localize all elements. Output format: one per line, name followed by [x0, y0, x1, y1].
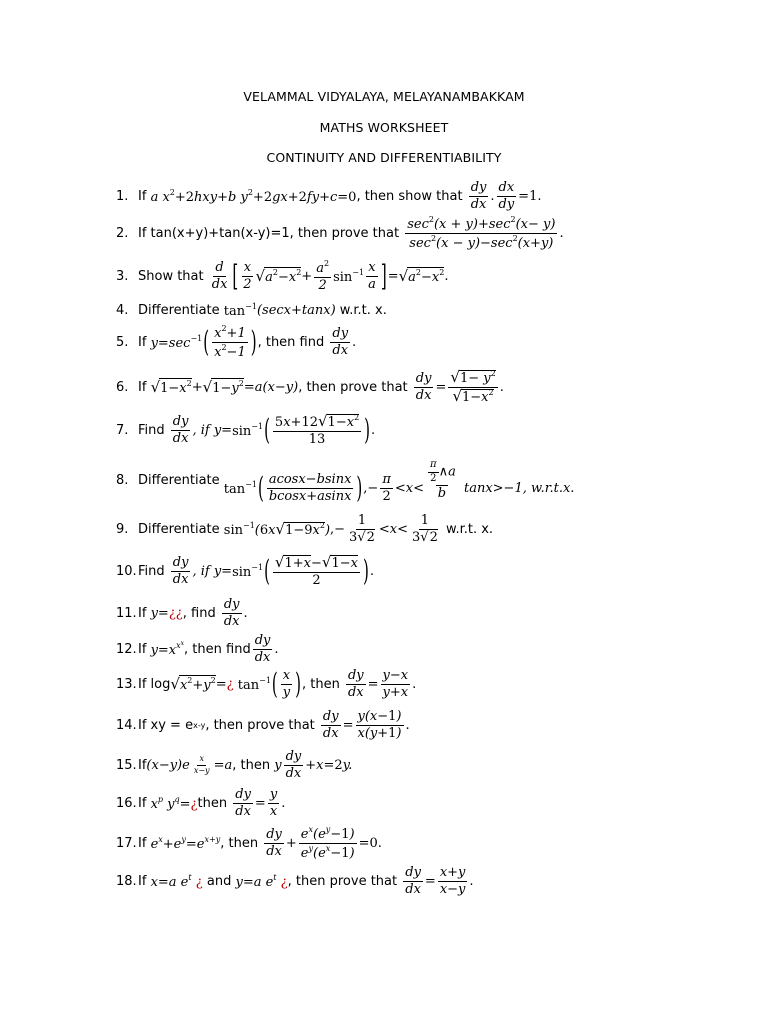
worksheet-topic: CONTINUITY AND DIFFERENTIABILITY [266, 150, 502, 165]
question-17: 17. If $e^x+e^y=e^{x+y}$ , then $\frac{dy}{dx}$ + $\frac{e^x(e^y-1)}{e^y(e^x-1)}$ =0. [116, 825, 382, 861]
worksheet-title: MATHS WORKSHEET [319, 120, 449, 135]
question-15: 15. If (x−y)e $\frac{x}{x-y}$ =a , then y $\frac{dy}{dx}$ +x=2y. [116, 749, 353, 781]
question-18: 18. If x=a $e^t$ ¿ and y=a $e^t$ ¿ , then prove that $\frac{dy}{dx}$ = $\frac{x+y}{x-y}$ . [116, 865, 474, 897]
question-9: 9. Differentiate $\sin^{-1}$ $(6x√1-9x^2)$ ,− $\frac{1}{3√2}$ <x< $\frac{1}{3√2}$ w.r.t. x. [116, 513, 494, 545]
question-12: 12. If $y=x^{x^x}$ , then find $\frac{dy}{dx}$ . [116, 633, 279, 665]
question-14: 14. If xy = e x-y , then prove that $\frac{dy}{dx}$ = $\frac{y(x-1)}{x(y+1)}$ . [116, 709, 410, 741]
question-10: 10. Find $\frac{dy}{dx}$ , if y= $\sin^{-1}$ ( $\frac{√1+x-√1-x}{2}$ ) . [116, 553, 374, 589]
school-name: VELAMMAL VIDYALAYA, MELAYANAMBAKKAM [243, 89, 525, 104]
question-8: 8. Differentiate $\tan^{-1}$ ( $\frac{acosx-bsinx}{bcosx+asinx}$ ) ,− $\frac{\pi}{2}$ <x< $\frac{\pi}{2}$ ∧a b tanx>−1, w.r.t.x. [116, 459, 575, 506]
question-13: 13. If log √ $x^2+y^2$ =¿ $\tan^{-1}$ ( $\frac{x}{y}$ ) , then $\frac{dy}{dx}$ = $\frac{y-x}{y+x}$ . [116, 667, 417, 702]
question-3: 3. Show that $\frac{d}{dx}$ [ $\frac{x}{2}$ √ $a^2-x^2$ + $\frac{a^2}{2}$ $\sin^{-1}$ $\frac{x}{a}$ ] = √ $a^2-x^2$ . [116, 259, 449, 294]
question-2: 2. If tan(x+y)+tan(x-y)=1, then prove that $\frac{\sec^2(x + y)+\sec^2(x- y)}{\sec^2(x - y)-\sec^2(x+y)}$ . [116, 215, 564, 251]
question-4: 4. Differentiate $\tan^{-1}$ (secx+tanx) w.r.t. x. [116, 302, 387, 319]
question-5: 5. If $y=\sec^{-1}$ ( $\frac{x^2+1}{x^2-1}$ ) , then find $\frac{dy}{dx}$ . [116, 324, 357, 360]
q1-equation: a $x^2+2hxy+b$ $y^2+2gx+2fy+c=0$ [150, 187, 357, 205]
question-6: 6. If √ $1-x^2$ + √ $1-y^2$ =a(x−y) , then prove that $\frac{dy}{dx}$ = $\frac{√1- y^2}{√1-x^2}$ . [116, 368, 504, 405]
question-1: 1. If a $x^2+2hxy+b$ $y^2+2gx+2fy+c=0$ , then show that $\frac{dy}{dx}$ . $\frac{dx}{dy}$ =1. [116, 180, 542, 212]
question-16: 16. If $x^p$ $y^q=¿$ then $\frac{dy}{dx}$ = $\frac{y}{x}$ . [116, 787, 286, 819]
question-7: 7. Find $\frac{dy}{dx}$ , if y= $\sin^{-1}$ ( $\frac{5x+12√1-x^2}{13}$ ) . [116, 412, 376, 448]
question-11: 11. If y=¿¿ , find $\frac{dy}{dx}$ . [116, 597, 248, 629]
